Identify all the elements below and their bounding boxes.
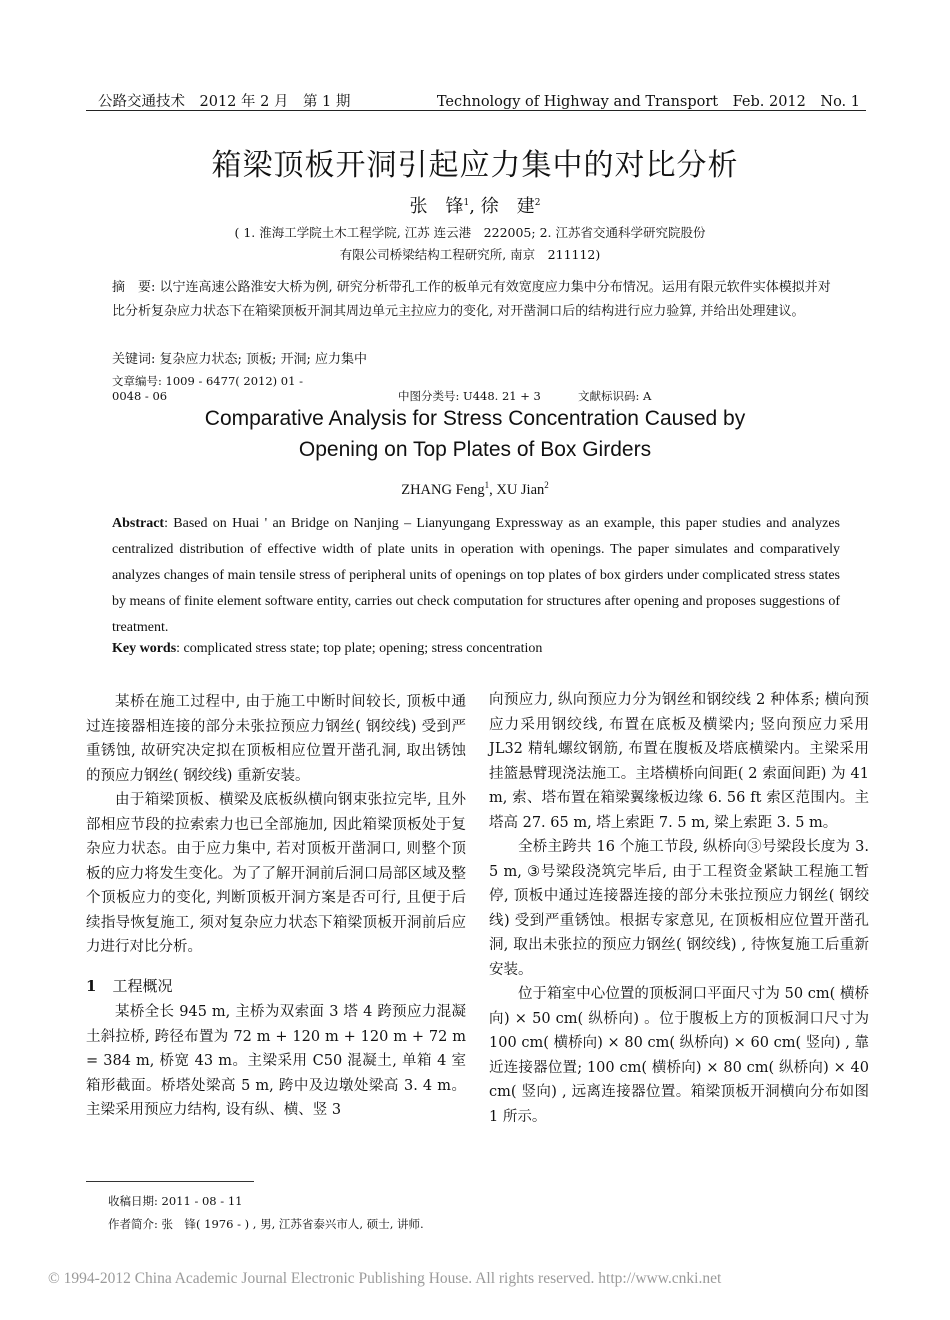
footnote-received: 收稿日期: 2011 - 08 - 11 [108, 1194, 243, 1208]
abstract-cn-label: 摘 要: [112, 280, 160, 295]
keywords-cn [112, 348, 367, 367]
author-en-1-affil: 1 [484, 480, 490, 490]
clc-number: 中图分类号: U448. 21 + 3 [398, 389, 541, 403]
keywords-cn-label: 关键词: [112, 352, 160, 367]
author-en-2: XU Jian [496, 481, 545, 498]
body-paragraph: 位于箱室中心位置的顶板洞口平面尺寸为 50 cm( 横桥向) × 50 cm( 纵桥向) 。位于腹板上方的顶板洞口尺寸为 100 cm( 横桥向) × 80 cm( 纵桥向) × 60 cm( 竖向) , 靠近连接器位置; 100 cm( 横桥向) × 80 cm( 纵桥向) × 40 cm( 竖向) , 远离连接器位置。箱梁顶板开洞横向分布如图 1 所示。 [489, 986, 869, 1125]
paper-title-en [0, 403, 950, 465]
document-code: 文献标识码: A [578, 389, 652, 403]
footnote-divider [86, 1181, 254, 1182]
article-info [112, 373, 651, 404]
affiliation-line: 有限公司桥梁结构工程研究所, 南京 211112) [339, 247, 601, 262]
affiliation-line: ( 1. 淮海工学院土木工程学院, 江苏 连云港 222005; 2. 江苏省交通科学研究院股份 [234, 225, 706, 240]
article-number: 文章编号: 1009 - 6477( 2012) 01 - 0048 - 06 [112, 374, 303, 403]
copyright-watermark: © 1994-2012 China Academic Journal Electronic Publishing House. All rights reserved. http://www.cnki.net [48, 1270, 722, 1287]
footnote-author: 作者简介: 张 锋( 1976 - ) , 男, 江苏省泰兴市人, 硕士, 讲师. [108, 1217, 424, 1231]
keywords-en [112, 641, 840, 657]
abstract-en-label: Abstract [112, 516, 165, 531]
author-1-affil: 1 [463, 198, 470, 208]
author-en-separator: , [489, 481, 497, 498]
abstract-cn [112, 276, 842, 324]
body-paragraph: 某桥在施工过程中, 由于施工中断时间较长, 顶板中通过连接器相连接的部分未张拉预应力钢丝( 钢绞线) 受到严重锈蚀, 故研究决定拟在顶板相应位置开凿孔洞, 取出锈蚀的预应力钢丝( 钢绞线) 重新安装。 [86, 694, 466, 784]
paper-title-en-line: Opening on Top Plates of Box Girders [298, 438, 652, 461]
abstract-cn-text: 以宁连高速公路淮安大桥为例, 研究分析带孔工作的板单元有效宽度应力集中分布情况。运用有限元软件实体模拟并对比分析复杂应力状态下在箱梁顶板开洞其周边单元主拉应力的变化, 对开凿洞口后的结构进行应力验算, 并给出处理建议。 [112, 280, 831, 319]
header-journal-cn: 公路交通技术 2012 年 2 月 第 1 期 [98, 94, 351, 110]
paper-title: 箱梁顶板开洞引起应力集中的对比分析 [211, 148, 739, 183]
author-en-2-affil: 2 [544, 480, 549, 490]
affiliations [190, 222, 750, 266]
author-1: 张 锋 [409, 196, 464, 217]
body-paragraph: 全桥主跨共 16 个施工节段, 纵桥向③号梁段长度为 3. 5 m, ③号梁段浇筑完毕后, 由于工程资金紧缺工程施工暂停, 顶板中通过连接器连接的部分未张拉预应力钢丝( 钢绞线) 受到严重锈蚀。根据专家意见, 在顶板相应位置开凿孔洞, 取出未张拉的预应力钢丝( 钢绞线) , 待恢复施工后重新安装。 [489, 839, 869, 978]
running-header [86, 88, 866, 111]
body-column-left [86, 690, 466, 1123]
author-separator: , [469, 196, 481, 217]
body-column-right [489, 688, 869, 1129]
keywords-cn-text: 复杂应力状态; 顶板; 开洞; 应力集中 [159, 352, 368, 367]
abstract-en-text: : Based on Huai ' an Bridge on Nanjing – Lianyungang Expressway as an example, this paper studies and analyzes centralized distribution of effective width of plate units in operation with openings. The paper simulates and comparatively analyzes changes of main tensile stress of peripheral units of openings on top plates of box girders under complicated stress states by means of finite element software entity, carries out check computation for structures after opening and proposes suggestions of treatment. [112, 516, 840, 635]
section-heading [86, 974, 466, 999]
author-2: 徐 建 [480, 196, 535, 217]
body-paragraph: 由于箱梁顶板、横梁及底板纵横向钢束张拉完毕, 且外部相应节段的拉索索力也已全部施加, 因此箱梁顶板处于复杂应力状态。由于应力集中, 若对顶板开凿洞口, 则整个顶板的应力将发生变化。为了了解开洞前后洞口局部区域及整个顶板应力的变化, 判断顶板开洞方案是否可行, 且便于后续指导恢复施工, 须对复杂应力状态下箱梁顶板开洞前后应力进行对比分析。 [86, 792, 466, 955]
authors-en [0, 480, 950, 499]
author-2-affil: 2 [534, 198, 541, 208]
body-paragraph: 向预应力, 纵向预应力分为钢丝和钢绞线 2 种体系; 横向预应力采用钢绞线, 布置在底板及横梁内; 竖向预应力采用 JL32 精轧螺纹钢筋, 布置在腹板及塔底横梁内。主梁采用挂篮悬臂现浇法施工。主塔横桥向间距( 2 索面间距) 为 41 m, 索、塔布置在箱梁翼缘板边缘 6. 56 ft 索区范围内。主塔高 27. 65 m, 塔上索距 7. 5 m, 梁上索距 3. 5 m。 [489, 692, 869, 831]
paper-title-en-line: Comparative Analysis for Stress Concentration Caused by [204, 407, 746, 430]
section-number: 1 [86, 976, 97, 995]
keywords-en-label: Key words [112, 641, 177, 656]
authors-cn [0, 192, 950, 218]
author-en-1: ZHANG Feng [401, 481, 485, 498]
abstract-en [112, 511, 840, 641]
section-title: 工程概况 [112, 976, 173, 995]
header-journal-en: Technology of Highway and Transport Feb. 2012 No. 1 [436, 94, 860, 110]
keywords-en-text: : complicated stress state; top plate; opening; stress concentration [176, 641, 543, 656]
body-paragraph: 某桥全长 945 m, 主桥为双索面 3 塔 4 跨预应力混凝土斜拉桥, 跨径布置为 72 m + 120 m + 120 m + 72 m = 384 m, 桥宽 43 m。主梁采用 C50 混凝土, 单箱 4 室箱形截面。桥塔处梁高 5 m, 跨中及边墩处梁高 3. 4 m。主梁采用预应力结构, 设有纵、横、竖 3 [86, 1004, 466, 1118]
